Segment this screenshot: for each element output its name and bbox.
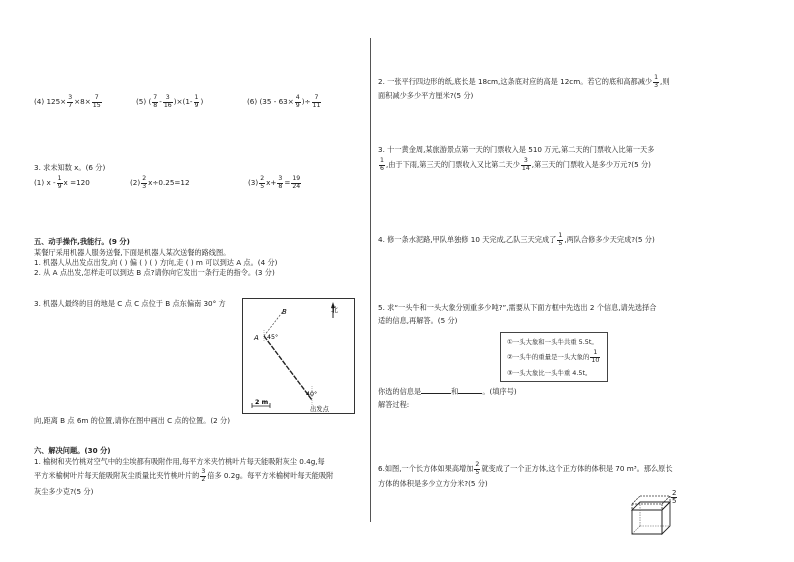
q6-text: 就变成了一个正方体,这个正方体的体积是 70 m³。那么原长 <box>481 464 673 473</box>
point-a-label: A <box>254 334 259 342</box>
section5-q1: 1. 机器人从出发点出发,向 ( ) 偏 ( ) ( ) 方向,走 ( ) m 可以到达 A 点。(4 分) <box>34 258 278 267</box>
fraction: $\frac{4}{9}$ <box>295 94 300 109</box>
calc-problem-6 <box>247 95 322 109</box>
equation-2 <box>130 176 190 190</box>
fraction: $\frac{7}{8}$ <box>153 94 158 109</box>
equation-text: = <box>284 178 291 187</box>
fraction: $\frac{2}{5}$ <box>672 489 677 506</box>
point-b-label: B <box>282 308 287 316</box>
calc-text: (5) ( <box>136 97 152 106</box>
fraction: $\frac{1}{6}$ <box>380 157 384 172</box>
choice-blank-1[interactable] <box>421 386 451 394</box>
info-item-1: ①一头大象和一头牛共重 5.5t。 <box>507 338 598 346</box>
section5-title: 五、动手操作,我能行。(9 分) <box>34 237 130 246</box>
cuboid-height-label <box>670 490 678 506</box>
q2-text: ,则 <box>660 77 670 86</box>
angle-start-label: 40° <box>306 391 318 398</box>
process-label: 解答过程: <box>378 400 410 409</box>
angle-a-label: 45° <box>267 334 279 341</box>
fraction: $\frac{1}{9}$ <box>194 94 199 109</box>
right-q5-line1: 5. 求“一头牛和一头大象分别重多少吨?”,需要从下面方框中先选出 2 个信息,请先选择合 <box>378 303 657 312</box>
section6-q1-line1: 1. 榆树和夹竹桃对空气中的尘埃都有吸附作用,每平方米夹竹桃叶片每天能吸附灰尘 0.4g,每 <box>34 457 325 466</box>
section6-q1-line3: 灰尘多少克?(5 分) <box>34 487 94 496</box>
calc-text: ×8× <box>74 97 91 106</box>
right-q2-line1 <box>378 75 670 89</box>
right-q4 <box>378 233 655 247</box>
section6-title: 六、解决问题。(30 分) <box>34 446 111 455</box>
fraction: $\frac{3}{16}$ <box>163 94 172 109</box>
fraction: $\frac{1}{9}$ <box>57 175 62 190</box>
robot-route-map <box>242 298 356 416</box>
equation-text: x+ <box>266 178 277 187</box>
fraction: $\frac{3}{8}$ <box>278 175 283 190</box>
q4-text: 4. 修一条水泥路,甲队单独修 10 天完成,乙队三天完成了 <box>378 235 557 244</box>
equation-1 <box>34 176 90 190</box>
q3-text: ,第三天的门票收入是多少万元?(5 分) <box>531 160 651 169</box>
path-a-to-b <box>264 310 284 336</box>
calc-problem-5 <box>136 95 203 109</box>
fraction: $\frac{3}{7}$ <box>68 94 73 109</box>
right-q3-line1: 3. 十一黄金周,某旅游景点第一天的门票收入是 510 万元,第二天的门票收入比第一天多 <box>378 145 655 154</box>
calc-text: )×(1- <box>173 97 193 106</box>
fraction: $\frac{1}{3}$ <box>654 74 659 89</box>
section6-q1-line2 <box>34 469 333 483</box>
right-q3-line2 <box>378 158 651 172</box>
right-q2-line2: 面积减少多少平方厘米?(5 分) <box>378 91 474 100</box>
info-text: ②一头牛的重量是一头大象的 <box>507 353 590 361</box>
q1-text: 倍多 0.2g。每平方米榆树叶每天能吸附 <box>207 471 334 480</box>
section5-intro: 某餐厅采用机器人服务送餐,下面是机器人某次送餐的路线图。 <box>34 248 231 257</box>
solve-title: 3. 求未知数 x。(6 分) <box>34 163 106 172</box>
fraction: $\frac{19}{24}$ <box>292 175 301 190</box>
q1-text: 平方米榆树叶片每天能吸附灰尘质量比夹竹桃叶片的 <box>34 471 200 480</box>
q2-text: 2. 一张平行四边形的纸,底长是 18cm,这条底对应的高是 12cm。若它的底和高都减少 <box>378 77 653 86</box>
choice-text: 你选的信息是 <box>378 387 422 396</box>
calc-problem-4 <box>34 95 103 109</box>
choice-text: 。(填序号) <box>482 387 517 396</box>
calc-text: )÷ <box>301 97 311 106</box>
choice-text: 和 <box>451 387 459 396</box>
map-frame <box>243 299 355 414</box>
equation-text: (3) <box>248 178 259 187</box>
right-q5-line2: 适的信息,再解答。(5 分) <box>378 316 458 325</box>
section5-q3-line1: 3. 机器人最终的目的地是 C 点 C 点位于 B 点东偏南 30° 方 <box>34 299 226 308</box>
start-point-label: 出发点 <box>310 406 329 413</box>
path-start-to-a <box>264 336 312 400</box>
right-q6-line1 <box>378 462 673 476</box>
fraction: $\frac{1}{5}$ <box>558 232 563 247</box>
q4-text: ,两队合修多少天完成?(5 分) <box>564 235 655 244</box>
equation-text: x =120 <box>63 178 90 187</box>
equation-text: (2) <box>130 178 141 187</box>
north-label: 北 <box>331 306 338 314</box>
calc-text: ) <box>200 97 204 106</box>
choice-blank-2[interactable] <box>458 386 482 394</box>
fraction: $\frac{2}{5}$ <box>475 461 480 476</box>
right-q6-line2: 方体的体积是多少立方分米?(5 分) <box>378 479 488 488</box>
equation-text: x÷0.25=12 <box>148 178 190 187</box>
scale-label: 2 m <box>255 399 269 406</box>
calc-text: (4) 125× <box>34 97 67 106</box>
q3-text: ,由于下雨,第三天的门票收入又比第二天少 <box>385 160 520 169</box>
info-box <box>500 332 608 382</box>
calc-text: - <box>159 97 162 106</box>
fraction: $\frac{2}{5}$ <box>260 175 265 190</box>
q6-text: 6.如图,一个长方体如果高增加 <box>378 464 474 473</box>
equation-3 <box>248 176 302 190</box>
section5-q2: 2. 从 A 点出发,怎样走可以到达 B 点?请你向它发出一条行走的指令。(3 分) <box>34 268 275 277</box>
calc-text: (6) (35 - 63× <box>247 97 294 106</box>
info-item-2 <box>507 350 601 364</box>
fraction: $\frac{3}{2}$ <box>201 468 206 483</box>
column-divider <box>370 38 371 522</box>
equation-text: (1) x - <box>34 178 56 187</box>
fraction: $\frac{1}{10}$ <box>591 349 600 364</box>
info-item-3: ③一头大象比一头牛重 4.5t。 <box>507 369 592 377</box>
fraction: $\frac{3}{14}$ <box>521 157 530 172</box>
fraction: $\frac{7}{15}$ <box>92 94 101 109</box>
section5-q3-line2: 向,距离 B 点 6m 的位置,请你在图中画出 C 点的位置。(2 分) <box>34 416 231 425</box>
choice-line <box>378 386 517 396</box>
fraction: $\frac{7}{11}$ <box>312 94 321 109</box>
fraction: $\frac{2}{3}$ <box>142 175 147 190</box>
